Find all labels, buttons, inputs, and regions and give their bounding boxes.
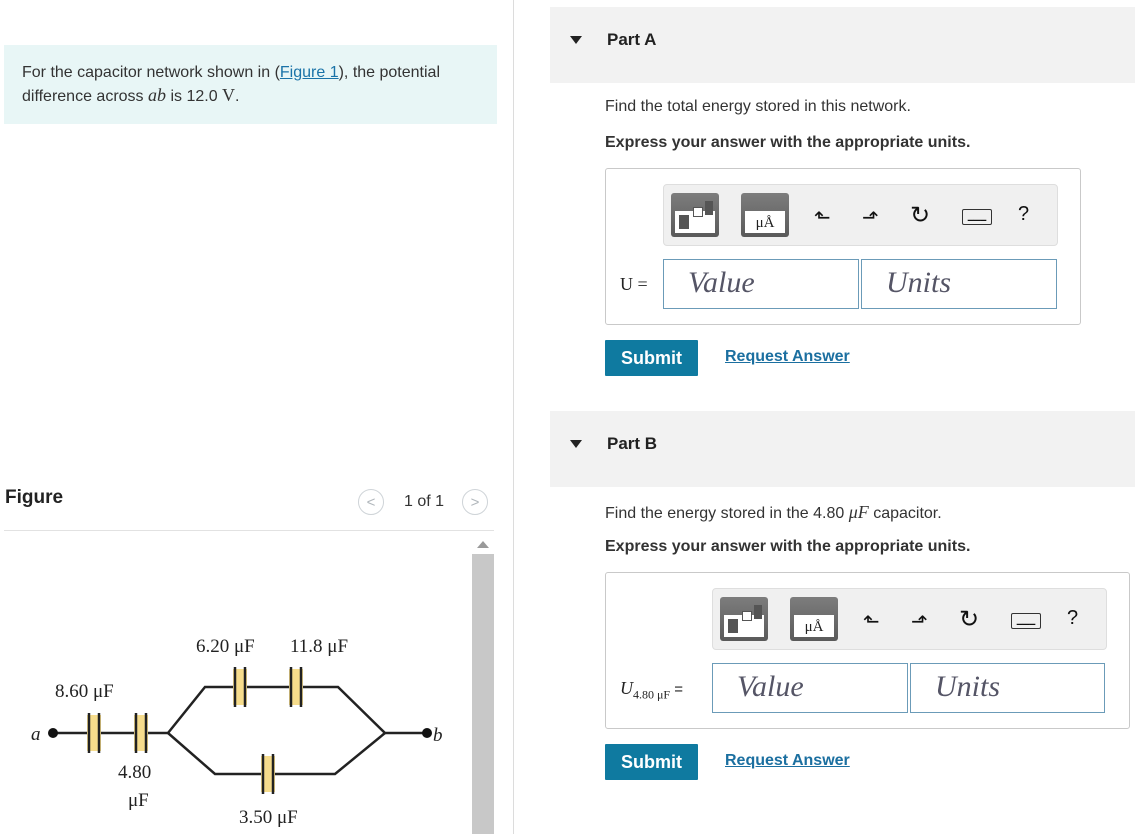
template-block-icon (728, 619, 738, 633)
templates-button[interactable] (720, 597, 768, 641)
figure-counter: 1 of 1 (404, 493, 445, 510)
capacitor-8-60 (87, 713, 101, 753)
capacitor-network-diagram (0, 540, 470, 834)
chevron-right-icon: > (470, 493, 480, 511)
part-a-submit-button[interactable]: Submit (605, 340, 698, 376)
terminal-b (422, 728, 432, 738)
figure-prev-button[interactable] (358, 489, 384, 515)
template-fraction-icon (754, 605, 762, 619)
part-b-value-input[interactable]: Value (712, 663, 908, 713)
problem-text: For the capacitor network shown in (Figure 1), the potential difference across ab is 12.0 V. (22, 64, 440, 105)
redo-icon[interactable]: ⬏ (862, 207, 879, 229)
reset-icon[interactable]: ↻ (959, 606, 980, 633)
capacitor-11-8 (289, 667, 303, 707)
label-6-20: 6.20 μF (196, 636, 255, 657)
part-b-label: Part B (607, 434, 658, 453)
template-fraction-icon (705, 201, 713, 215)
figure-title: Figure (5, 487, 64, 508)
figure-next-button[interactable] (462, 489, 488, 515)
part-b-submit-button[interactable]: Submit (605, 744, 698, 780)
help-icon[interactable]: ? (1018, 203, 1030, 225)
part-a-equation-label: U = (620, 274, 648, 294)
help-icon[interactable]: ? (1067, 607, 1079, 629)
keyboard-icon[interactable]: ▁▁▁ (1011, 613, 1041, 629)
figure-divider (4, 530, 494, 531)
template-box-icon (693, 207, 703, 217)
figure-scrollbar[interactable] (472, 554, 494, 834)
undo-icon[interactable]: ⬑ (814, 207, 831, 229)
template-block-icon (679, 215, 689, 229)
redo-icon[interactable]: ⬏ (911, 611, 928, 633)
label-11-8: 11.8 μF (290, 636, 349, 657)
label-4-80-unit: μF (128, 790, 149, 811)
part-b-units-input[interactable]: Units (910, 663, 1105, 713)
terminal-a (48, 728, 58, 738)
capacitor-6-20 (233, 667, 247, 707)
column-divider (513, 0, 514, 834)
part-b-question: Find the energy stored in the 4.80 μF capacitor. (605, 502, 942, 522)
part-a-value-input[interactable]: Value (663, 259, 859, 309)
units-button[interactable]: μÅ (741, 193, 789, 237)
part-b-request-answer-link[interactable]: Request Answer (725, 752, 850, 769)
label-3-50: 3.50 μF (239, 807, 298, 828)
templates-button[interactable] (671, 193, 719, 237)
undo-icon[interactable]: ⬑ (863, 611, 880, 633)
keyboard-icon[interactable]: ▁▁▁ (962, 209, 992, 225)
node-b-label: b (433, 725, 443, 746)
part-a-request-answer-link[interactable]: Request Answer (725, 348, 850, 365)
label-4-80-value: 4.80 (118, 762, 152, 783)
chevron-left-icon: < (366, 493, 376, 511)
scroll-up-arrow-icon[interactable] (477, 541, 489, 548)
part-a-units-input[interactable]: Units (861, 259, 1057, 309)
node-a-label: a (31, 724, 41, 745)
caret-down-icon[interactable] (570, 36, 582, 44)
reset-icon[interactable]: ↻ (910, 202, 931, 229)
figure-link[interactable]: Figure 1 (279, 64, 339, 81)
label-8-60: 8.60 μF (55, 681, 114, 702)
template-box-icon (742, 611, 752, 621)
part-a-question: Find the total energy stored in this network. (605, 98, 911, 115)
part-a-math-toolbar (663, 184, 1058, 246)
part-a-instruction: Express your answer with the appropriate units. (605, 134, 971, 151)
part-b-math-toolbar (712, 588, 1107, 650)
part-b-equation-label: $U_{4.80 \mu F}$ = (620, 678, 684, 702)
part-b-instruction: Express your answer with the appropriate units. (605, 538, 971, 555)
capacitor-3-50 (261, 754, 275, 794)
capacitor-4-80 (134, 713, 148, 753)
part-a-label: Part A (607, 30, 657, 49)
caret-down-icon[interactable] (570, 440, 582, 448)
units-button[interactable]: μÅ (790, 597, 838, 641)
